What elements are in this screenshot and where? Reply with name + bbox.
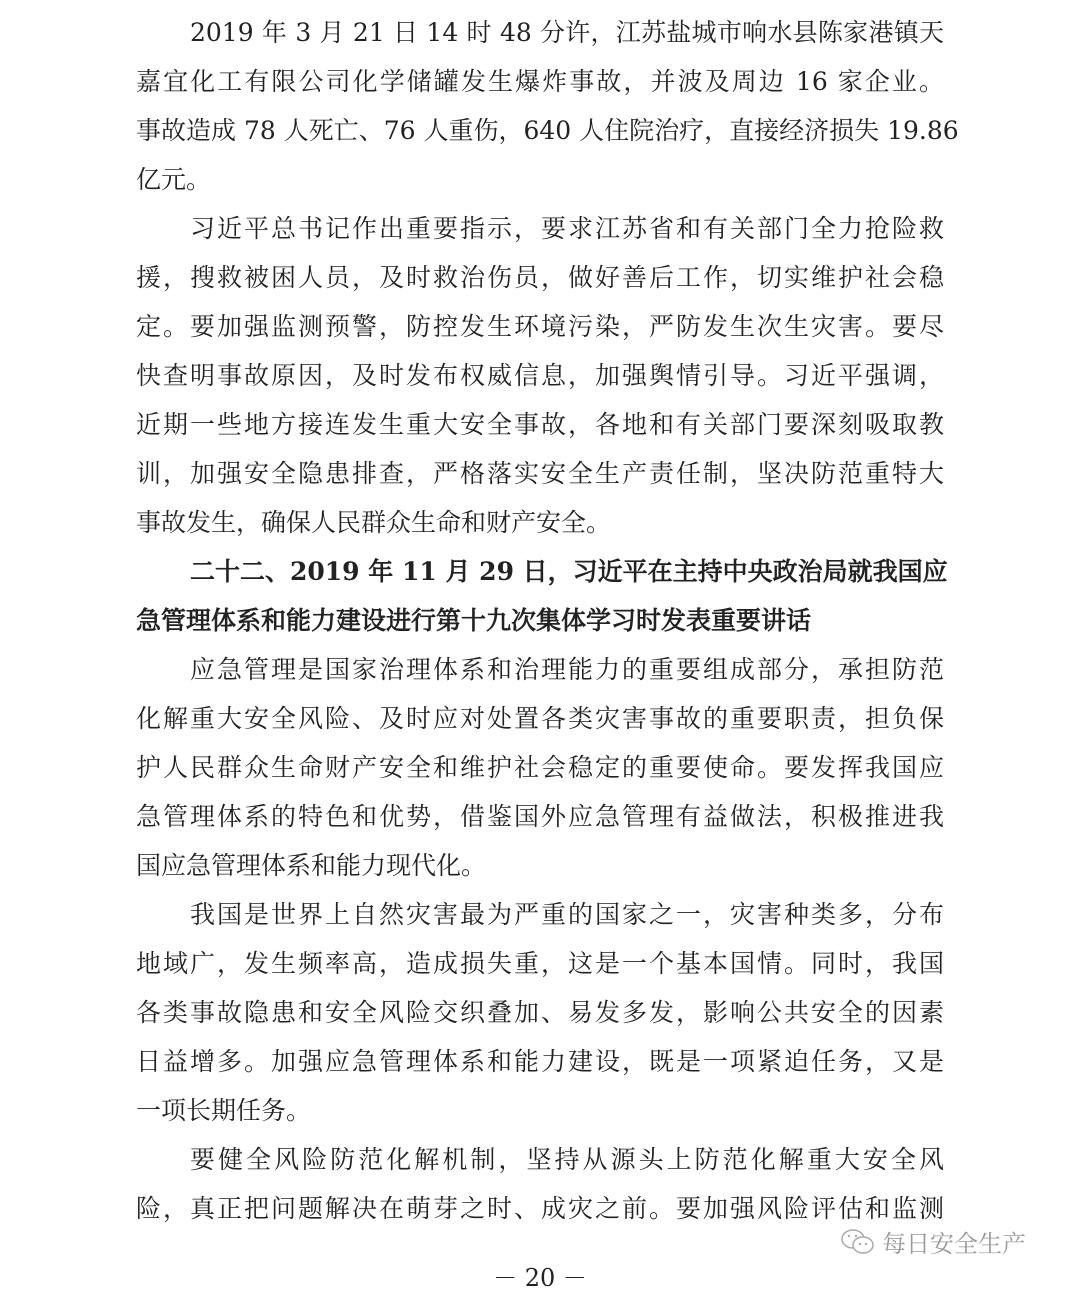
paragraph-line: 地域广，发生频率高，造成损失重，这是一个基本国情。同时，我国: [136, 949, 944, 978]
paragraph-line: 援，搜救被困人员，及时救治伤员，做好善后工作，切实维护社会稳: [136, 263, 944, 292]
paragraph-line: 训，加强安全隐患排查，严格落实安全生产责任制，坚决防范重特大: [136, 459, 944, 488]
watermark: [840, 1224, 1026, 1259]
watermark-text: 每日安全生产: [882, 1230, 1026, 1258]
paragraph-line: 要健全风险防范化解机制，坚持从源头上防范化解重大安全风: [190, 1145, 944, 1174]
paragraph-line: 应急管理是国家治理体系和治理能力的重要组成部分，承担防范: [190, 655, 944, 684]
paragraph-line: 定。要加强监测预警，防控发生环境污染，严防发生次生灾害。要尽: [136, 312, 944, 341]
paragraph-line: 快查明事故原因，及时发布权威信息，加强舆情引导。习近平强调，: [136, 361, 944, 390]
section-heading-line: 急管理体系和能力建设进行第十九次集体学习时发表重要讲话: [136, 606, 812, 635]
paragraph-line: 一项长期任务。: [136, 1096, 312, 1125]
wechat-icon: [840, 1227, 876, 1257]
section-heading-line: 二十二、2019 年 11 月 29 日，习近平在主持中央政治局就我国应: [190, 557, 948, 586]
paragraph-line: 事故发生，确保人民群众生命和财产安全。: [136, 508, 612, 537]
paragraph-line: 护人民群众生命财产安全和维护社会稳定的重要使命。要发挥我国应: [136, 753, 944, 782]
paragraph-line: 我国是世界上自然灾害最为严重的国家之一，灾害种类多，分布: [190, 900, 944, 929]
paragraph-line: 急管理体系的特色和优势，借鉴国外应急管理有益做法，积极推进我: [136, 802, 944, 831]
paragraph-line: 亿元。: [136, 165, 212, 194]
paragraph-line: 近期一些地方接连发生重大安全事故，各地和有关部门要深刻吸取教: [136, 410, 944, 439]
paragraph-line: 国应急管理体系和能力现代化。: [136, 851, 487, 880]
paragraph-line: 险，真正把问题解决在萌芽之时、成灾之前。要加强风险评估和监测: [136, 1194, 944, 1223]
paragraph-line: 嘉宜化工有限公司化学储罐发生爆炸事故，并波及周边 16 家企业。: [136, 67, 944, 96]
page-number: － 20 －: [493, 1264, 587, 1292]
paragraph-line: 2019 年 3 月 21 日 14 时 48 分许，江苏盐城市响水县陈家港镇天: [190, 18, 944, 47]
paragraph-line: 各类事故隐患和安全风险交织叠加、易发多发，影响公共安全的因素: [136, 998, 944, 1027]
paragraph-line: 日益增多。加强应急管理体系和能力建设，既是一项紧迫任务，又是: [136, 1047, 944, 1076]
paragraph-line: 习近平总书记作出重要指示，要求江苏省和有关部门全力抢险救: [190, 214, 944, 243]
document-body: [136, 8, 959, 1233]
paragraph-line: 化解重大安全风险、及时应对处置各类灾害事故的重要职责，担负保: [136, 704, 944, 733]
paragraph-line: 事故造成 78 人死亡、76 人重伤，640 人住院治疗，直接经济损失 19.86: [136, 116, 959, 145]
